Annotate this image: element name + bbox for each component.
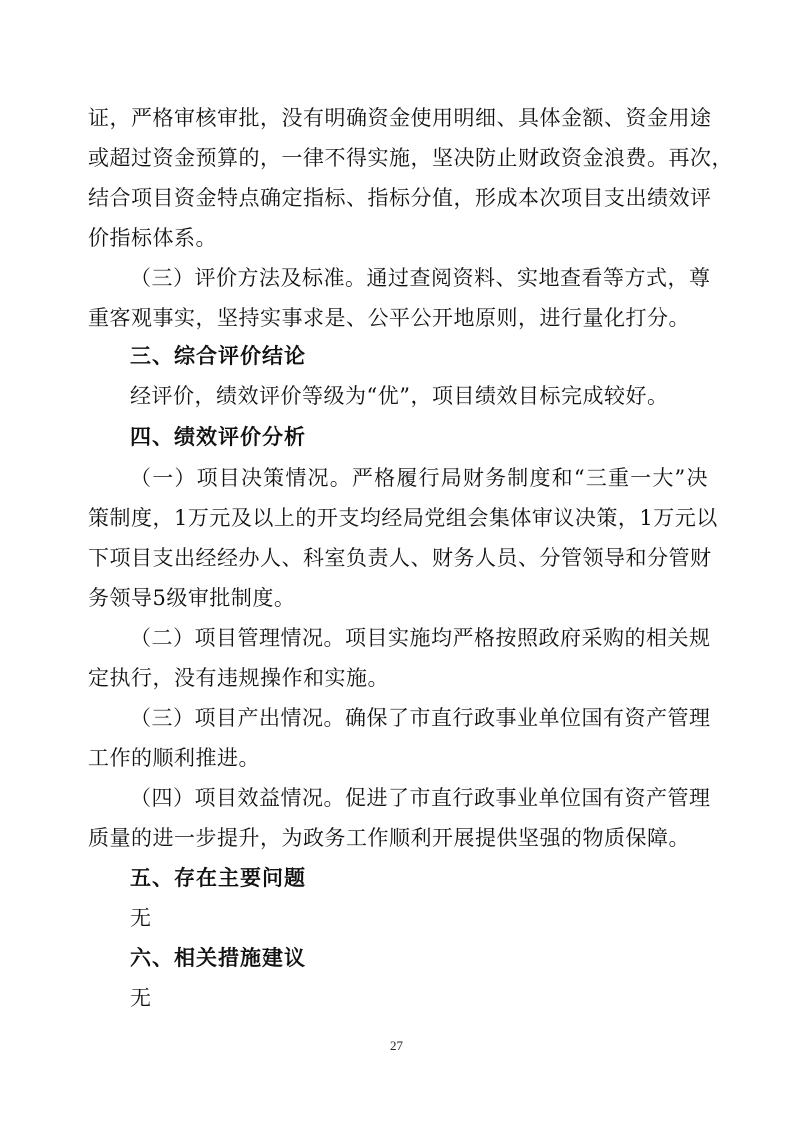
section-heading: 四、绩效评价分析 [130, 425, 306, 449]
section-heading: 三、综合评价结论 [130, 344, 306, 368]
body-line: 价指标体系。 [88, 226, 217, 250]
body-line: 重客观事实，坚持实事求是、公平公开地原则，进行量化打分。 [88, 306, 690, 330]
body-line: （二）项目管理情况。项目实施均严格按照政府采购的相关规 [130, 626, 711, 650]
body-line: 策制度，1万元及以上的开支均经局党组会集体审议决策，1万元以 [88, 506, 718, 530]
body-line: （一）项目决策情况。严格履行局财务制度和“三重一大”决 [130, 466, 708, 490]
body-line: 证，严格审核审批，没有明确资金使用明细、具体金额、资金用途 [88, 106, 712, 130]
body-line: 工作的顺利推进。 [88, 746, 260, 770]
section-heading: 六、相关措施建议 [130, 946, 306, 970]
body-line: 结合项目资金特点确定指标、指标分值，形成本次项目支出绩效评 [88, 186, 712, 210]
body-line: 务领导5级审批制度。 [88, 586, 296, 610]
body-line: 定执行，没有违规操作和实施。 [88, 666, 389, 690]
body-line: 下项目支出经经办人、科室负责人、财务人员、分管领导和分管财 [88, 546, 712, 570]
body-line: （三）评价方法及标准。通过查阅资料、实地查看等方式，尊 [130, 266, 711, 290]
section-heading: 五、存在主要问题 [130, 866, 306, 890]
body-line: 或超过资金预算的，一律不得实施，坚决防止财政资金浪费。再次， [88, 146, 733, 170]
body-line: 经评价，绩效评价等级为“优”，项目绩效目标完成较好。 [130, 384, 669, 408]
page-number: 27 [390, 1038, 403, 1053]
body-line: （三）项目产出情况。确保了市直行政事业单位国有资产管理 [130, 706, 711, 730]
body-line: 质量的进一步提升，为政务工作顺利开展提供坚强的物质保障。 [88, 826, 690, 850]
body-line: 无 [130, 906, 152, 930]
body-line: （四）项目效益情况。促进了市直行政事业单位国有资产管理 [130, 786, 711, 810]
body-line: 无 [130, 986, 152, 1010]
